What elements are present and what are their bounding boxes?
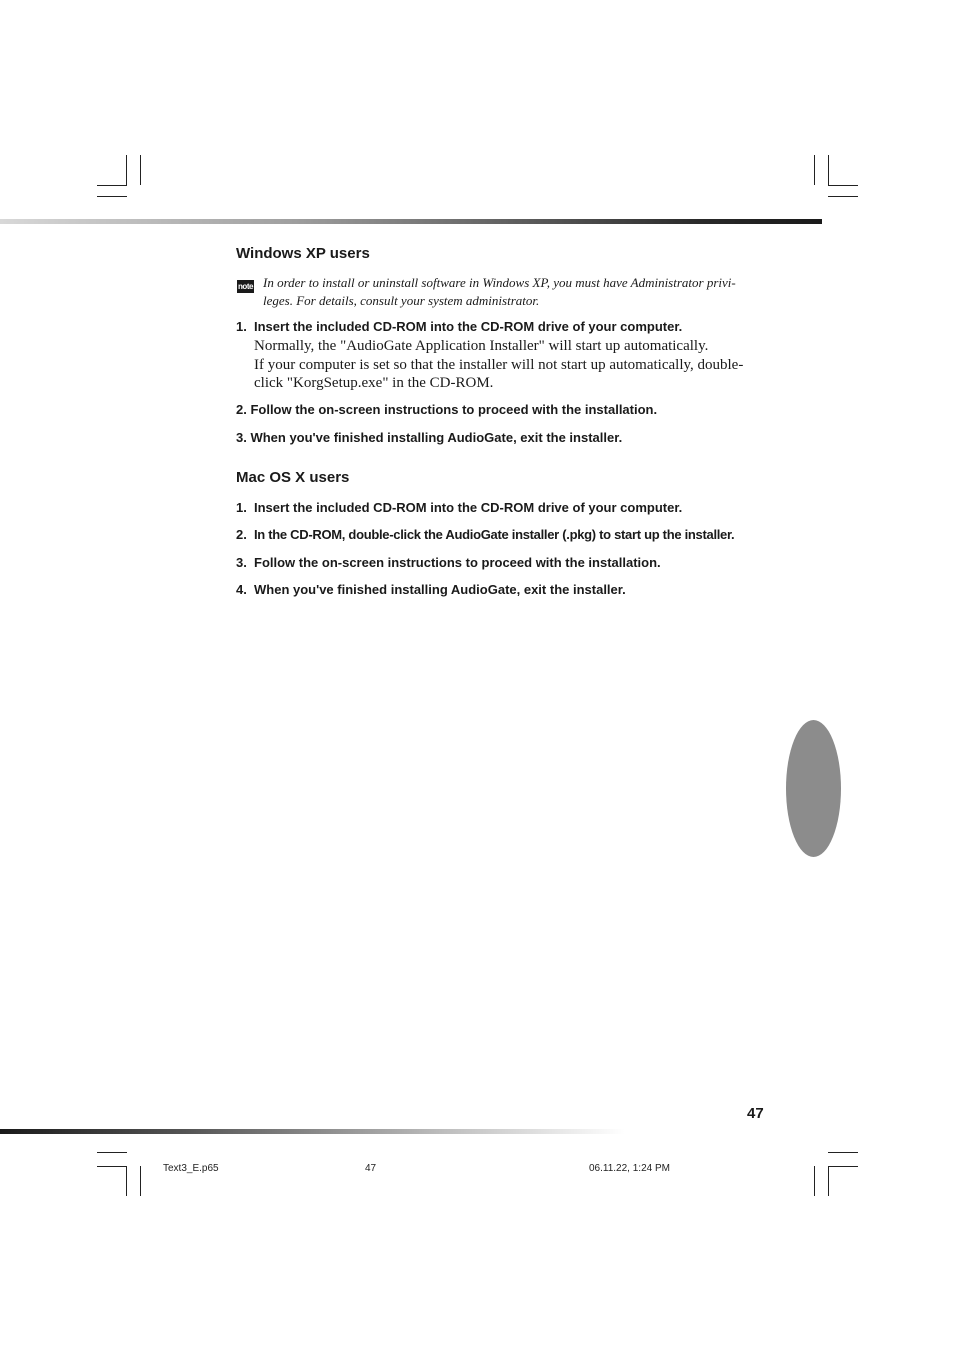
slug-timestamp: 06.11.22, 1:24 PM — [589, 1163, 670, 1174]
crop-mark — [97, 196, 127, 197]
crop-mark — [814, 155, 815, 185]
crop-mark — [828, 155, 829, 185]
crop-mark — [814, 1166, 815, 1196]
body-line: click "KorgSetup.exe" in the CD-ROM. — [254, 375, 494, 391]
crop-mark — [97, 185, 127, 186]
header-rule — [0, 219, 822, 224]
crop-mark — [140, 1166, 141, 1196]
note-line: In order to install or uninstall software in Windows XP, you must have Administrator privi- — [263, 275, 736, 290]
step-1-body — [254, 337, 774, 393]
crop-mark — [126, 155, 127, 185]
step-text: Follow the on-screen instructions to proceed with the installation. — [254, 555, 661, 570]
note-text — [263, 274, 773, 310]
windows-step-2: 2. Follow the on-screen instructions to proceed with the installation. — [236, 402, 658, 417]
body-line: If your computer is set so that the installer will not start up automatically, double- — [254, 356, 744, 373]
step-number: 3. — [236, 555, 247, 570]
crop-mark — [97, 1166, 127, 1167]
crop-mark — [140, 155, 141, 185]
step-text: When you've finished installing AudioGate, exit the installer. — [254, 582, 626, 597]
crop-mark — [828, 1152, 858, 1153]
step-number: 2. — [236, 527, 247, 542]
footer-rule — [0, 1129, 625, 1134]
crop-mark — [828, 185, 858, 186]
windows-step-3: 3. When you've finished installing AudioGate, exit the installer. — [236, 430, 623, 445]
section-tab — [786, 720, 841, 857]
step-text: In the CD-ROM, double-click the AudioGate installer (.pkg) to start up the installer. — [254, 527, 735, 542]
windows-heading: Windows XP users — [236, 245, 370, 262]
step-number: 1. — [236, 500, 247, 515]
slug-filename: Text3_E.p65 — [163, 1163, 219, 1174]
slug-page: 47 — [365, 1163, 377, 1174]
step-number: 1. — [236, 319, 247, 334]
step-number: 4. — [236, 582, 247, 597]
crop-mark — [126, 1166, 127, 1196]
step-text: Insert the included CD-ROM into the CD-ROM drive of your computer. — [254, 500, 683, 515]
crop-mark — [828, 1166, 829, 1196]
crop-mark — [828, 196, 858, 197]
step-text: Insert the included CD-ROM into the CD-ROM drive of your computer. — [254, 319, 683, 334]
crop-mark — [828, 1166, 858, 1167]
note-line: leges. For details, consult your system administrator. — [263, 293, 540, 308]
body-line: Normally, the "AudioGate Application Installer" will start up automatically. — [254, 338, 709, 354]
crop-mark — [97, 1152, 127, 1153]
page-number: 47 — [747, 1105, 764, 1122]
mac-heading: Mac OS X users — [236, 469, 350, 486]
note-icon: note — [238, 282, 253, 291]
